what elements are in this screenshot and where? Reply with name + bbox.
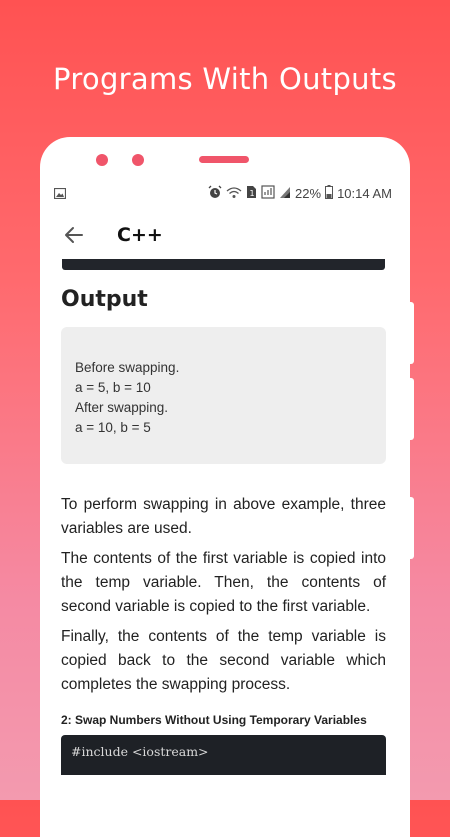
page-title: C++ (117, 224, 163, 246)
output-line: Before swapping. (75, 360, 180, 375)
section-heading: Output (61, 287, 148, 312)
camera-dot (96, 154, 108, 166)
phone-frame (40, 137, 410, 837)
code-block-end (62, 259, 385, 270)
speaker-grille (199, 156, 249, 163)
sim-icon (261, 185, 275, 202)
article-content (61, 287, 386, 775)
sim-icon (246, 185, 257, 202)
output-line: a = 5, b = 10 (75, 380, 151, 395)
status-right (208, 185, 392, 202)
output-line: After swapping. (75, 400, 169, 415)
paragraph: To perform swapping in above example, three variables are used. (61, 496, 386, 537)
signal-icon (279, 186, 291, 202)
paragraph: Finally, the contents of the temp variable is copied back to the second variable which completes the swapping process. (61, 628, 386, 693)
wifi-icon (226, 186, 242, 202)
code-line: #include <iostream> (71, 744, 209, 759)
paragraph: The contents of the first variable is copied into the temp variable. Then, the contents of second variable is copied to the first variable. (61, 550, 386, 615)
back-arrow-icon[interactable] (62, 223, 86, 247)
clock: 10:14 AM (337, 186, 392, 201)
image-icon (54, 187, 66, 202)
subsection-heading: 2: Swap Numbers Without Using Temporary Variables (61, 713, 367, 727)
sensor-dot (132, 154, 144, 166)
code-block (61, 735, 386, 775)
output-line: a = 10, b = 5 (75, 420, 151, 435)
battery-percent: 22% (295, 186, 322, 201)
status-bar (40, 181, 410, 207)
output-box (61, 327, 386, 464)
promo-title: Programs With Outputs (53, 62, 397, 96)
app-bar (40, 215, 410, 255)
alarm-icon (208, 185, 222, 202)
battery-icon (325, 185, 333, 202)
svg-text:1: 1 (249, 189, 255, 198)
